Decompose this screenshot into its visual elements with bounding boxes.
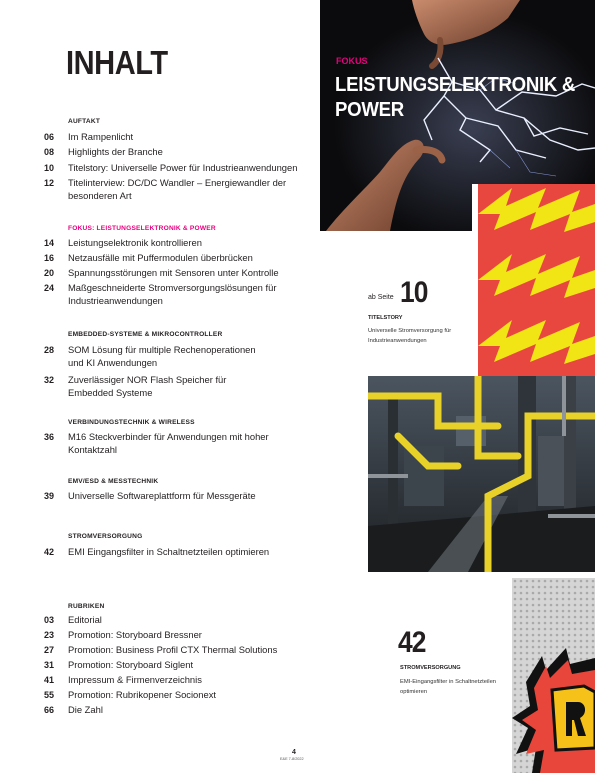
toc-page-number: 36 <box>44 432 55 442</box>
toc-entry[interactable] <box>44 374 314 402</box>
toc-page-number: 24 <box>44 283 55 293</box>
page-number: 4 <box>292 749 296 756</box>
comic-lightning-image <box>472 184 595 392</box>
toc-entry-title: Titelinterview: DC/DC Wandler – Energiewandler der besonderen Art <box>68 177 287 201</box>
toc-entry[interactable] <box>44 282 314 310</box>
toc-entry-title: Promotion: Business Profil CTX Thermal Solutions <box>68 644 278 655</box>
toc-entry-title: Maßgeschneiderte Stromversorgungslösungen für Industrieanwendungen <box>68 282 277 306</box>
stromversorgung-page-number: 42 <box>398 626 426 659</box>
toc-entry-title: Impressum & Firmenverzeichnis <box>68 674 202 685</box>
titelstory-teaser-line: Universelle Stromversorgung für <box>368 328 452 334</box>
fokus-title-line: POWER <box>335 99 404 121</box>
toc-page-number: 14 <box>44 238 55 248</box>
toc-page-number: 23 <box>44 630 55 640</box>
toc-entry-title: Editorial <box>68 614 102 625</box>
toc-page-number: 12 <box>44 178 55 188</box>
toc-entry-title: Leistungselektronik kontrollieren <box>68 237 202 248</box>
toc-page-number: 06 <box>44 132 55 142</box>
section-heading-fokus: FOKUS: LEISTUNGSELEKTRONIK & POWER <box>68 225 216 232</box>
toc-page-number: 41 <box>44 675 55 685</box>
fokus-label: FOKUS <box>336 56 368 66</box>
toc-entry-title: M16 Steckverbinder für Anwendungen mit hoher Kontaktzahl <box>68 431 269 455</box>
section-heading-auftakt: AUFTAKT <box>68 118 101 125</box>
issue-line: E&E 7-8/2022 <box>280 757 304 761</box>
industrial-plant-image <box>368 376 595 572</box>
toc-page-number: 16 <box>44 253 55 263</box>
toc-entry-title: Titelstory: Universelle Power für Industrieanwendungen <box>68 162 298 173</box>
toc-entry-title: Spannungsstörungen mit Sensoren unter Kontrolle <box>68 267 279 278</box>
toc-entry-title: Highlights der Branche <box>68 146 163 157</box>
stromversorgung-teaser-line: optimieren <box>400 689 428 695</box>
toc-page-number: 39 <box>44 491 55 501</box>
stromversorgung-teaser <box>400 677 510 697</box>
toc-entry-title: Promotion: Storyboard Bressner <box>68 629 202 640</box>
titelstory-teaser-line: Industrieanwendungen <box>368 338 427 344</box>
toc-entry-title: Promotion: Storyboard Siglent <box>68 659 194 670</box>
titelstory-page-number: 10 <box>400 276 428 309</box>
toc-entry-title: Im Rampenlicht <box>68 131 134 142</box>
toc-page-number: 27 <box>44 645 55 655</box>
toc-entry-title: Promotion: Rubrikopener Socionext <box>68 689 216 700</box>
toc-page-number: 42 <box>44 547 55 557</box>
toc-entry-title: Die Zahl <box>68 704 103 715</box>
stromversorgung-teaser-line: EMI-Eingangsfilter in Schaltnetzteilen <box>400 679 497 685</box>
toc-entry-title: Universelle Softwareplattform für Messgeräte <box>68 490 256 501</box>
titelstory-teaser <box>368 326 468 346</box>
toc-page-number: 20 <box>44 268 55 278</box>
pop-art-image <box>512 578 595 773</box>
toc-entry[interactable] <box>44 344 314 372</box>
titelstory-label: TITELSTORY <box>368 315 403 321</box>
toc-entry[interactable] <box>44 431 314 459</box>
toc-entry-title: EMI Eingangsfilter in Schaltnetzteilen optimieren <box>68 546 270 557</box>
section-heading-verbindungstechnik: VERBINDUNGSTECHNIK & WIRELESS <box>68 419 195 426</box>
toc-page-number: 55 <box>44 690 55 700</box>
page-title: INHALT <box>66 44 168 81</box>
toc-entry[interactable] <box>44 177 314 205</box>
fokus-title-line: LEISTUNGSELEKTRONIK & <box>335 74 576 96</box>
toc-page-number: 03 <box>44 615 55 625</box>
section-heading-emv: EMV/ESD & MESSTECHNIK <box>68 478 159 485</box>
section-heading-embedded: EMBEDDED-SYSTEME & MIKROCONTROLLER <box>68 331 223 338</box>
toc-entry-title: SOM Lösung für multiple Rechenoperationen und KI Anwendungen <box>68 344 256 368</box>
toc-entry-title: Netzausfälle mit Puffermodulen überbrücken <box>68 252 253 263</box>
section-heading-stromversorgung: STROMVERSORGUNG <box>68 533 143 540</box>
toc-page-number: 31 <box>44 660 55 670</box>
stromversorgung-label: STROMVERSORGUNG <box>400 665 461 671</box>
toc-page-number: 08 <box>44 147 55 157</box>
titelstory-prefix: ab Seite <box>368 294 394 301</box>
fokus-title <box>335 73 575 123</box>
toc-page-number: 32 <box>44 375 55 385</box>
toc-entry-title: Zuverlässiger NOR Flash Speicher für Embedded Systeme <box>68 374 227 398</box>
toc-page-number: 66 <box>44 705 55 715</box>
toc-page-number: 28 <box>44 345 55 355</box>
section-heading-rubriken: RUBRIKEN <box>68 603 105 610</box>
toc-page-number: 10 <box>44 163 55 173</box>
